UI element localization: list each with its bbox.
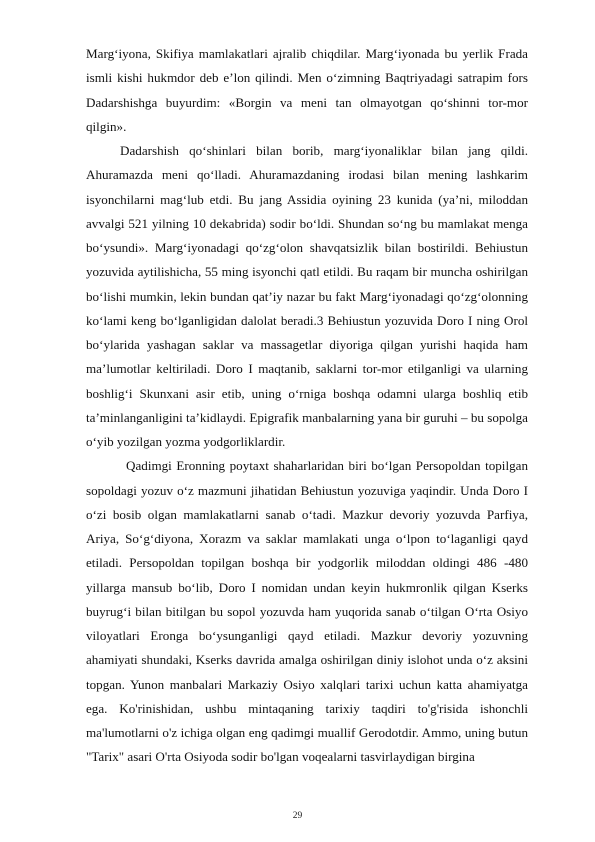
- paragraph-3: Qadimgi Eronning poytaxt shaharlaridan biri bo‘lgan Persopoldan topilgan sopoldagi yozuv o‘z mazmuni jihatidan Behiustun yozuviga yaqindir. Unda Doro I o‘zi bosib olgan mamlakatlarni sanab o‘tadi. Mazkur devoriy yozuvda Parfiya, Ariya, So‘g‘diyona, Xorazm va saklar mamlakati unga o‘lpon to‘laganligi qayd etiladi. Persopoldan topilgan boshqa bir yodgorlik miloddan oldingi 486 -480 yillarga mansub bo‘lib, Doro I nomidan undan keyin hukmronlik qilgan Kserks buyrug‘i bilan bitilgan bu sopol yozuvda ham yuqorida sanab o‘tilgan O‘rta Osiyo viloyatlari Eronga bo‘ysunganligi qayd etiladi. Mazkur devoriy yozuvning ahamiyati shundaki, Kserks davrida amalga oshirilgan diniy islohot unda o‘z aksini topgan. Yunon manbalari Markaziy Osiyo xalqlari tarixi uchun katta ahamiyatga ega. Ko'rinishidan, ushbu mintaqaning tarixiy taqdiri to'g'risida ishonchli ma'lumotlarni o'z ichiga olgan eng qadimgi muallif Gerodotdir. Ammo, uning butun "Tarix" asari O'rta Osiyoda sodir bo'lgan voqealarni tasvirlaydigan birgina: [86, 458, 528, 765]
- paragraph-1: Marg‘iyona, Skifiya mamlakatlari ajralib chiqdilar. Marg‘iyonada bu yerlik Frada ismli kishi hukmdor deb e’lon qilindi. Men o‘zimning Baqtriyadagi satrapim fors Dadarshishga buyurdim: «Borgin va meni tan olmayotgan qo‘shinni tor-mor qilgin».: [86, 46, 528, 134]
- paragraph-2: Dadarshish qo‘shinlari bilan borib, marg‘iyonaliklar bilan jang qildi. Ahuramazda meni qo‘lladi. Ahuramazdaning irodasi bilan mening lashkarim isyonchilarni mag‘lub etdi. Bu jang Assidia oyining 23 kunida (ya’ni, miloddan avvalgi 521 yilning 10 dekabrida) sodir bo‘ldi. Shundan so‘ng bu mamlakat menga bo‘ysundi». Marg‘iyonadagi qo‘zg‘olon shavqatsizlik bilan bostirildi. Behiustun yozuvida aytilishicha, 55 ming isyonchi qatl etildi. Bu raqam bir muncha oshirilgan bo‘lishi mumkin, lekin bundan qat’iy nazar bu fakt Marg‘iyonadagi qo‘zg‘olonning ko‘lami keng bo‘lganligidan dalolat beradi.3 Behiustun yozuvida Doro I ning Orol bo‘ylarida yashagan saklar va massagetlar diyoriga qilgan yurishi haqida ham ma’lumotlar keltiriladi. Doro I maqtanib, saklarni tor-mor etilganligi va ularning boshlig‘i Skunxani asir etib, uning o‘rniga boshqa odamni ularga boshliq etib ta’minlanganligini ta’kidlaydi. Epigrafik manbalarning yana bir guruhi – bu sopolga o‘yib yozilgan yozma yodgorliklardir.: [86, 143, 528, 449]
- page-number: 29: [292, 811, 303, 821]
- document-body: [86, 42, 528, 770]
